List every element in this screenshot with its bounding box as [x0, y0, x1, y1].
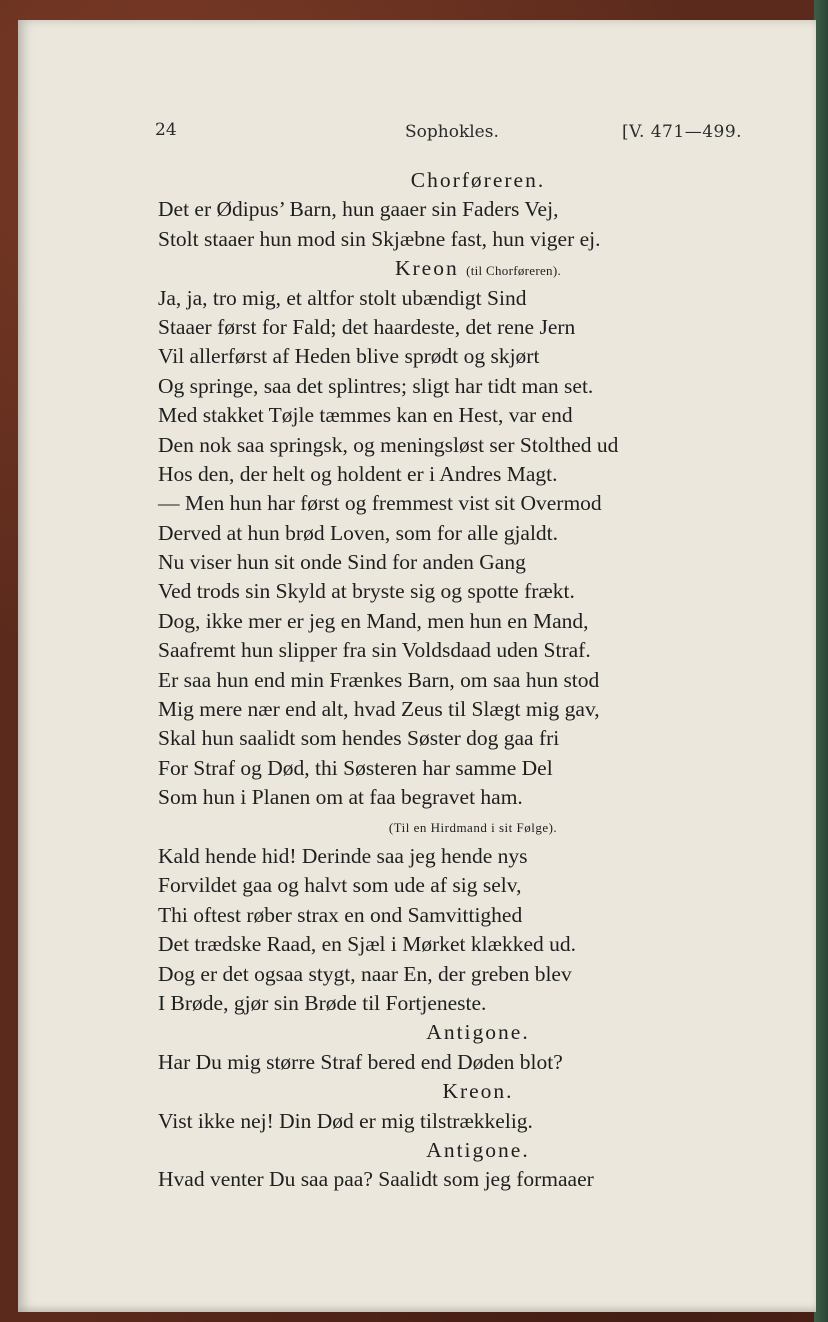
verse-line	[158, 783, 758, 812]
speaker-text: Antigone.	[426, 1137, 530, 1162]
verse-line	[158, 901, 758, 930]
page-header	[18, 120, 816, 150]
verse-line	[158, 519, 758, 548]
verse-text: Som hun i Planen om at faa begravet ham.	[158, 785, 523, 810]
verse-text: Ja, ja, tro mig, et altfor stolt ubændigt Sind	[158, 285, 527, 310]
verse-text: Dog er det ogsaa stygt, naar En, der greben blev	[158, 961, 572, 986]
verse-line	[158, 842, 758, 871]
verse-text: Er saa hun end min Frænkes Barn, om saa hun stod	[158, 667, 600, 692]
verse-text: Har Du mig større Straf bered end Døden blot?	[158, 1049, 563, 1074]
verse-text: Kald hende hid! Derinde saa jeg hende nys	[158, 843, 528, 868]
verse-line	[158, 431, 758, 460]
speaker-text: Antigone.	[426, 1020, 530, 1045]
verse-line	[158, 489, 758, 518]
verse-text: Ved trods sin Skyld at bryste sig og spotte frækt.	[158, 579, 575, 604]
verse-text: Skal hun saalidt som hendes Søster dog gaa fri	[158, 726, 560, 751]
verse-text: Hos den, der helt og holdent er i Andres Magt.	[158, 461, 558, 486]
verse-line	[158, 989, 758, 1018]
verse-line	[158, 695, 758, 724]
verse-text: Forvildet gaa og halvt som ude af sig selv,	[158, 873, 522, 898]
verse-text: Staaer først for Fald; det haardeste, det rene Jern	[158, 314, 576, 339]
direction-text: (Til en Hirdmand i sit Følge).	[388, 819, 558, 835]
verse-line	[158, 1048, 758, 1077]
speaker-name	[158, 166, 758, 195]
verse-line	[158, 372, 758, 401]
verse-text: Og springe, saa det splintres; sligt har tidt man set.	[158, 373, 594, 398]
verse-line	[158, 871, 758, 900]
verse-text: Dog, ikke mer er jeg en Mand, men hun en Mand,	[158, 608, 589, 633]
verse-text: Vist ikke nej! Din Død er mig tilstrækkelig.	[158, 1108, 533, 1133]
verse-text: Stolt staaer hun mod sin Skjæbne fast, hun viger ej.	[158, 226, 601, 251]
speaker-name	[158, 1018, 758, 1047]
verse-line	[158, 313, 758, 342]
verse-range: [V. 471—499.	[622, 122, 743, 142]
speaker-aside: (til Chorføreren).	[466, 263, 562, 279]
verse-text: Thi oftest røber strax en ond Samvittighed	[158, 902, 523, 927]
verse-text: Derved at hun brød Loven, som for alle gjaldt.	[158, 520, 559, 545]
speaker-name	[158, 1077, 758, 1106]
running-title: Sophokles.	[405, 122, 499, 142]
verse-text: For Straf og Død, thi Søsteren har samme Del	[158, 755, 553, 780]
verse-text: Vil allerførst af Heden blive sprødt og skjørt	[158, 344, 540, 369]
verse-text: Det trædske Raad, en Sjæl i Mørket klækked ud.	[158, 932, 577, 957]
verse-line	[158, 666, 758, 695]
verse-line	[158, 960, 758, 989]
verse-line	[158, 195, 758, 224]
stage-direction	[158, 813, 758, 842]
verse-line	[158, 284, 758, 313]
verse-text: Nu viser hun sit onde Sind for anden Gang	[158, 550, 526, 575]
speaker-name	[158, 1136, 758, 1165]
verse-line	[158, 460, 758, 489]
verse-line	[158, 1165, 758, 1194]
page-number: 24	[155, 120, 177, 140]
verse-line	[158, 401, 758, 430]
book-edge	[814, 0, 828, 1322]
verse-line	[158, 636, 758, 665]
verse-text: Den nok saa springsk, og meningsløst ser Stolthed ud	[158, 432, 619, 457]
verse-line	[158, 1107, 758, 1136]
verse-line	[158, 607, 758, 636]
verse-line	[158, 754, 758, 783]
book-page	[18, 20, 816, 1312]
verse-line	[158, 225, 758, 254]
verse-text	[158, 166, 758, 1195]
verse-line	[158, 930, 758, 959]
verse-line	[158, 577, 758, 606]
verse-text: Saafremt hun slipper fra sin Voldsdaad uden Straf.	[158, 638, 591, 663]
speaker-text: Kreon	[394, 256, 459, 281]
verse-text: — Men hun har først og fremmest vist sit Overmod	[158, 491, 602, 516]
verse-line	[158, 724, 758, 753]
verse-text: Med stakket Tøjle tæmmes kan en Hest, var end	[158, 403, 573, 428]
speaker-text: Chorføreren.	[410, 168, 546, 192]
verse-text: Mig mere nær end alt, hvad Zeus til Slægt mig gav,	[158, 697, 600, 722]
verse-text: Det er Ødipus’ Barn, hun gaaer sin Faders Vej,	[158, 197, 559, 222]
verse-line	[158, 548, 758, 577]
speaker-text: Kreon.	[442, 1079, 514, 1104]
verse-text: I Brøde, gjør sin Brøde til Fortjeneste.	[158, 990, 487, 1015]
speaker-name	[158, 254, 758, 283]
verse-line	[158, 342, 758, 371]
verse-text: Hvad venter Du saa paa? Saalidt som jeg formaaer	[158, 1167, 594, 1192]
